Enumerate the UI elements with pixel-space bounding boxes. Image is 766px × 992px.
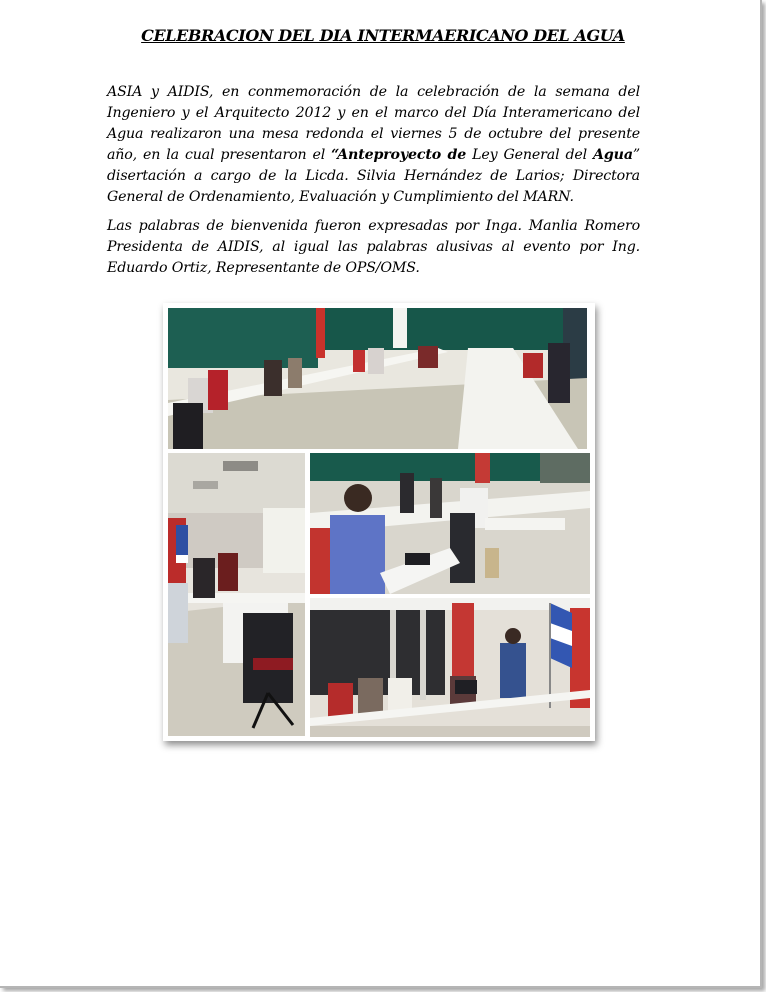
welcome-paragraph: Las palabras de bienvenida fueron expresadas por Inga. Manlia Romero Presidenta de AIDIS, al igual las palabras alusivas al evento por Ing. Eduardo Ortiz, Representante de OPS/OMS. xyxy=(107,218,640,276)
bold-anteproyecto: “Anteproyecto de xyxy=(331,147,467,163)
photo-collage xyxy=(163,303,595,741)
conference-room-photo xyxy=(168,308,587,449)
bold-agua: Agua xyxy=(593,147,633,163)
intro-paragraph xyxy=(107,82,640,208)
presenter-photo xyxy=(310,598,590,737)
intro-text: ASIA y AIDIS, en conmemoración de la celebración de la semana del Ingeniero y el Arquitecto 2012 y en el marco del Día Interamericano del Agua realizaron una mesa redonda el viernes 5 de octubre del presente año, en la cual presentaron el xyxy=(107,84,640,163)
document-title: CELEBRACION DEL DIA INTERMAERICANO DEL AGUA xyxy=(141,26,625,45)
participants-photo xyxy=(168,453,305,736)
presenter-text: ” disertación a cargo de la Licda. Silvia Hernández de Larios; Directora General de Ordenamiento, Evaluación y Cumplimiento del MARN. xyxy=(107,147,640,205)
laptop-photo xyxy=(310,453,590,594)
law-text: Ley General del xyxy=(466,147,594,163)
